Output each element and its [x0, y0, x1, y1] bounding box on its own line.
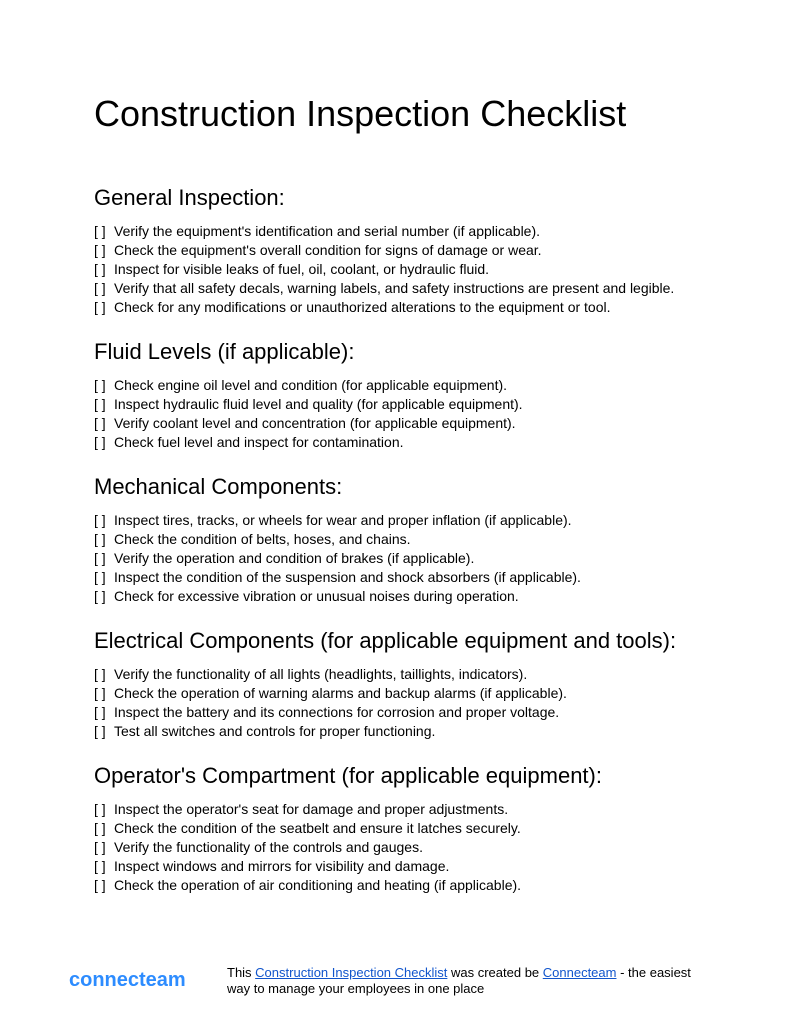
checklist-item [94, 876, 521, 895]
connecteam-logo-icon [68, 966, 190, 994]
checkbox: [ ] [94, 685, 106, 701]
section-heading: Mechanical Components: [94, 474, 343, 499]
checklist-item [94, 665, 567, 684]
checkbox: [ ] [94, 820, 106, 836]
item-text: Test all switches and controls for proper functioning. [114, 723, 436, 739]
checkbox: [ ] [94, 512, 106, 528]
footer-text-part: was created be [447, 965, 543, 980]
item-text: Verify coolant level and concentration (for applicable equipment). [114, 415, 516, 431]
page-title: Construction Inspection Checklist [94, 93, 627, 134]
footer-attribution [227, 965, 717, 997]
checklist [94, 222, 674, 317]
item-text: Inspect the battery and its connections for corrosion and proper voltage. [114, 704, 560, 720]
section-electrical-components [94, 627, 774, 739]
checklist-item [94, 279, 674, 298]
checklist-item [94, 414, 523, 433]
checkbox: [ ] [94, 588, 106, 604]
checklist-item [94, 568, 581, 587]
checklist [94, 665, 567, 741]
item-text: Check for any modifications or unauthorized alterations to the equipment or tool. [114, 299, 611, 315]
checkbox: [ ] [94, 261, 106, 277]
checklist-item [94, 800, 521, 819]
footer-text-part: This [227, 965, 256, 980]
checklist-item [94, 511, 581, 530]
checklist-item [94, 241, 674, 260]
checkbox: [ ] [94, 396, 106, 412]
checkbox: [ ] [94, 704, 106, 720]
checklist-item [94, 838, 521, 857]
item-text: Verify the equipment's identification and serial number (if applicable). [114, 223, 541, 239]
checklist-item [94, 530, 581, 549]
item-text: Inspect the condition of the suspension and shock absorbers (if applicable). [114, 569, 581, 585]
item-text: Check the equipment's overall condition for signs of damage or wear. [114, 242, 542, 258]
checklist-item [94, 260, 674, 279]
checkbox: [ ] [94, 723, 106, 739]
checklist-item [94, 722, 567, 741]
item-text: Inspect for visible leaks of fuel, oil, coolant, or hydraulic fluid. [114, 261, 490, 277]
checkbox: [ ] [94, 877, 106, 893]
item-text: Check engine oil level and condition (for applicable equipment). [114, 377, 508, 393]
item-text: Check the condition of the seatbelt and ensure it latches securely. [114, 820, 521, 836]
checkbox: [ ] [94, 839, 106, 855]
checkbox: [ ] [94, 550, 106, 566]
checkbox: [ ] [94, 801, 106, 817]
item-text: Verify that all safety decals, warning labels, and safety instructions are present and legible. [114, 280, 675, 296]
checkbox: [ ] [94, 415, 106, 431]
checkbox: [ ] [94, 377, 106, 393]
checklist [94, 511, 581, 606]
checklist-item [94, 857, 521, 876]
checklist-item [94, 684, 567, 703]
item-text: Check the operation of warning alarms and backup alarms (if applicable). [114, 685, 567, 701]
item-text: Verify the functionality of all lights (headlights, taillights, indicators). [114, 666, 528, 682]
connecteam-logo [68, 966, 190, 994]
item-text: Inspect the operator's seat for damage and proper adjustments. [114, 801, 509, 817]
connecteam-link[interactable]: Connecteam [542, 965, 617, 980]
checklist-item [94, 222, 674, 241]
checkbox: [ ] [94, 569, 106, 585]
checklist-item [94, 819, 521, 838]
checklist-item [94, 433, 523, 452]
section-operators-compartment [94, 762, 774, 893]
item-text: Check the condition of belts, hoses, and chains. [114, 531, 411, 547]
checklist-item [94, 703, 567, 722]
checklist-item [94, 395, 523, 414]
item-text: Inspect windows and mirrors for visibility and damage. [114, 858, 450, 874]
logo-wordmark: connecteam [69, 969, 186, 991]
item-text: Check fuel level and inspect for contamination. [114, 434, 404, 450]
section-heading: Electrical Components (for applicable equipment and tools): [94, 628, 677, 653]
checkbox: [ ] [94, 531, 106, 547]
item-text: Inspect tires, tracks, or wheels for wear and proper inflation (if applicable). [114, 512, 572, 528]
checklist-item [94, 298, 674, 317]
item-text: Verify the functionality of the controls and gauges. [114, 839, 423, 855]
checklist [94, 376, 523, 452]
checklist-item [94, 587, 581, 606]
checkbox: [ ] [94, 280, 106, 296]
section-heading: General Inspection: [94, 185, 285, 210]
item-text: Check the operation of air conditioning and heating (if applicable). [114, 877, 522, 893]
section-heading: Fluid Levels (if applicable): [94, 339, 355, 364]
checkbox: [ ] [94, 858, 106, 874]
section-mechanical-components [94, 473, 774, 604]
item-text: Inspect hydraulic fluid level and quality (for applicable equipment). [114, 396, 523, 412]
checkbox: [ ] [94, 666, 106, 682]
checklist-item [94, 376, 523, 395]
checkbox: [ ] [94, 299, 106, 315]
checkbox: [ ] [94, 223, 106, 239]
section-heading: Operator's Compartment (for applicable equipment): [94, 763, 602, 788]
section-general-inspection [94, 184, 774, 315]
footer-text-part: - the easiest way to manage your employees in one place [227, 965, 691, 996]
checkbox: [ ] [94, 434, 106, 450]
checklist-item [94, 549, 581, 568]
item-text: Check for excessive vibration or unusual noises during operation. [114, 588, 519, 604]
section-fluid-levels [94, 338, 774, 450]
checklist-link[interactable]: Construction Inspection Checklist [255, 965, 448, 980]
item-text: Verify the operation and condition of brakes (if applicable). [114, 550, 475, 566]
checkbox: [ ] [94, 242, 106, 258]
checklist [94, 800, 521, 895]
